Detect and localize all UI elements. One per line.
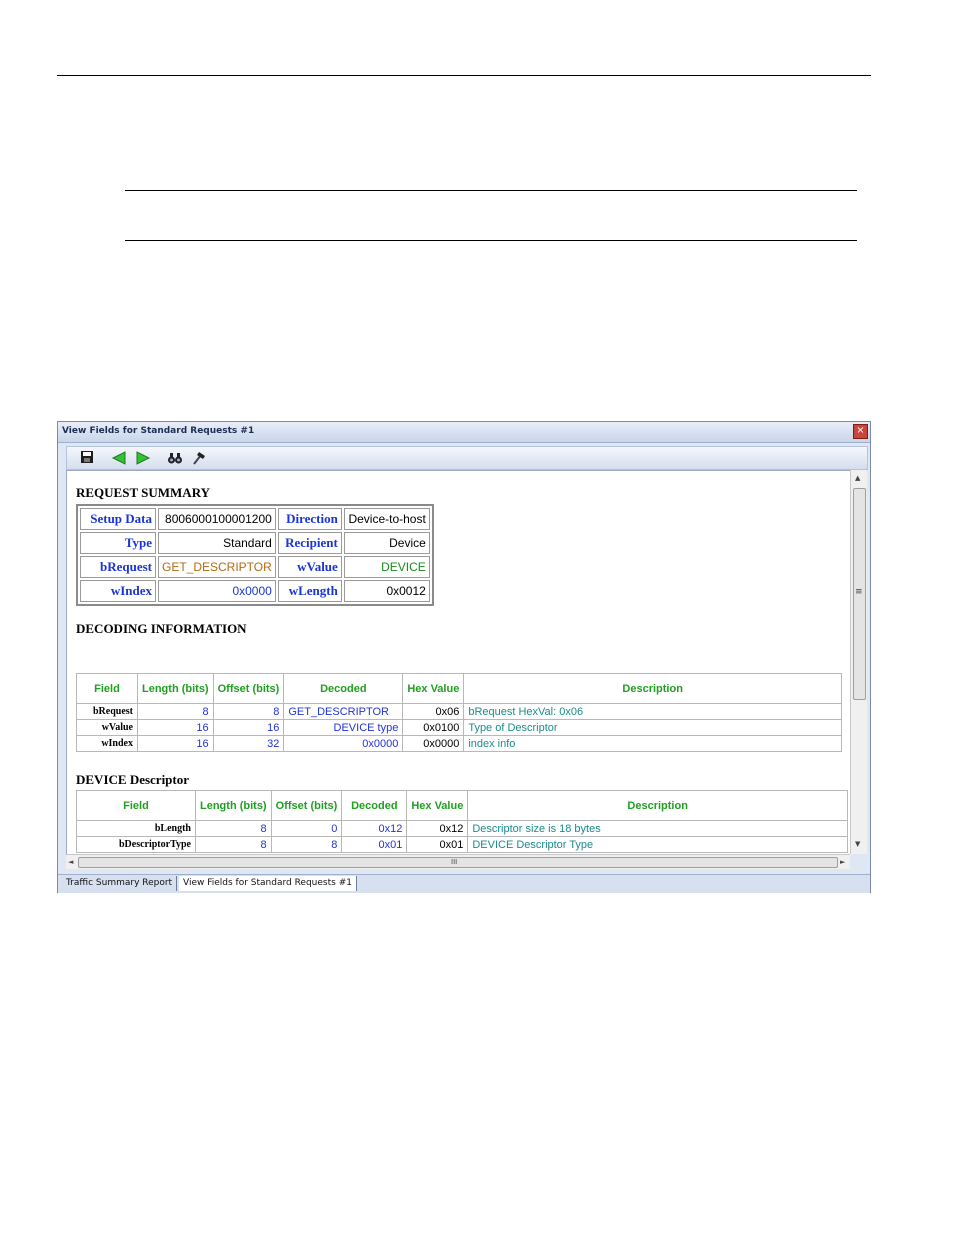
scroll-left-icon[interactable]: ◄ [68,858,74,866]
summary-label: wValue [278,556,342,578]
table-header-row [77,674,842,704]
cell-length: 8 [138,704,214,720]
summary-label: Setup Data [80,508,156,530]
col-description: Description [464,674,842,704]
window-titlebar [58,422,870,443]
cell-offset: 32 [213,736,284,752]
col-description: Description [468,791,848,821]
cell-field: bRequest [77,704,138,720]
cell-description: DEVICE Descriptor Type [468,837,848,853]
cell-offset: 8 [271,837,342,853]
col-field: Field [77,791,196,821]
scroll-right-icon[interactable]: ► [840,858,846,866]
col-hex: Hex Value [403,674,464,704]
cell-length: 16 [138,720,214,736]
find-icon[interactable] [167,450,183,466]
col-hex: Hex Value [407,791,468,821]
tool-icon[interactable] [191,450,207,466]
summary-label: Direction [278,508,342,530]
cell-hex: 0x0100 [403,720,464,736]
col-length: Length (bits) [138,674,214,704]
cell-decoded: 0x12 [342,821,407,837]
decoding-info-title: DECODING INFORMATION [76,621,247,636]
summary-value: 0x0012 [344,580,430,602]
device-descriptor-table [76,790,848,853]
summary-value: 8006000100001200 [158,508,276,530]
decoding-table [76,673,842,752]
horizontal-scrollbar[interactable] [66,854,850,869]
device-descriptor-title: DEVICE Descriptor [76,772,190,787]
scroll-down-icon[interactable]: ▼ [855,840,861,848]
table-row [77,704,842,720]
tab-view-fields[interactable]: View Fields for Standard Requests #1 [179,876,357,891]
cell-length: 8 [196,837,272,853]
col-length: Length (bits) [196,791,272,821]
cell-field: bDescriptorType [77,837,196,853]
scroll-up-icon[interactable]: ▲ [855,474,861,482]
tab-traffic-summary-report[interactable]: Traffic Summary Report [62,876,177,891]
col-offset: Offset (bits) [271,791,342,821]
col-decoded: Decoded [284,674,403,704]
cell-offset: 8 [213,704,284,720]
cell-offset: 0 [271,821,342,837]
col-decoded: Decoded [342,791,407,821]
col-field: Field [77,674,138,704]
table-header-row [77,791,848,821]
note-bottom-rule [125,240,857,241]
table-row [77,736,842,752]
forward-icon[interactable] [135,450,151,466]
cell-description: Descriptor size is 18 bytes [468,821,848,837]
summary-row [80,556,430,578]
request-summary-table [76,504,434,606]
cell-offset: 16 [213,720,284,736]
horizontal-scroll-thumb[interactable] [78,857,838,868]
grip-icon: III [451,858,458,866]
document-tabs [58,874,870,893]
cell-decoded: 0x01 [342,837,407,853]
cell-decoded: 0x0000 [284,736,403,752]
summary-label: Type [80,532,156,554]
cell-hex: 0x06 [403,704,464,720]
summary-row [80,532,430,554]
cell-length: 8 [196,821,272,837]
summary-value: Standard [158,532,276,554]
summary-row [80,580,430,602]
note-top-rule [125,190,857,191]
summary-row [80,508,430,530]
cell-hex: 0x12 [407,821,468,837]
summary-label: wLength [278,580,342,602]
cell-description: Type of Descriptor [464,720,842,736]
summary-value: 0x0000 [158,580,276,602]
summary-label: wIndex [80,580,156,602]
toolbar [66,446,868,470]
grip-icon: ≡ [855,587,863,597]
request-summary-title: REQUEST SUMMARY [76,485,211,500]
cell-field: wValue [77,720,138,736]
page-header-rule [57,75,871,76]
window-title: View Fields for Standard Requests #1 [62,426,255,436]
cell-field: bLength [77,821,196,837]
close-icon[interactable]: × [853,424,868,439]
view-fields-window [57,421,871,893]
cell-hex: 0x01 [407,837,468,853]
summary-value: GET_DESCRIPTOR [158,556,276,578]
cell-description: index info [464,736,842,752]
cell-description: bRequest HexVal: 0x06 [464,704,842,720]
vertical-scroll-thumb[interactable] [853,488,866,700]
table-row [77,821,848,837]
report-content [66,470,851,855]
vertical-scrollbar[interactable] [850,470,867,854]
cell-decoded: DEVICE type [284,720,403,736]
back-icon[interactable] [111,450,127,466]
summary-label: bRequest [80,556,156,578]
summary-value: Device [344,532,430,554]
summary-value: Device-to-host [344,508,430,530]
summary-label: Recipient [278,532,342,554]
col-offset: Offset (bits) [213,674,284,704]
cell-decoded: GET_DESCRIPTOR [284,704,403,720]
table-row [77,720,842,736]
table-row [77,837,848,853]
cell-length: 16 [138,736,214,752]
cell-hex: 0x0000 [403,736,464,752]
cell-field: wIndex [77,736,138,752]
summary-value: DEVICE [344,556,430,578]
save-icon[interactable] [79,450,95,466]
